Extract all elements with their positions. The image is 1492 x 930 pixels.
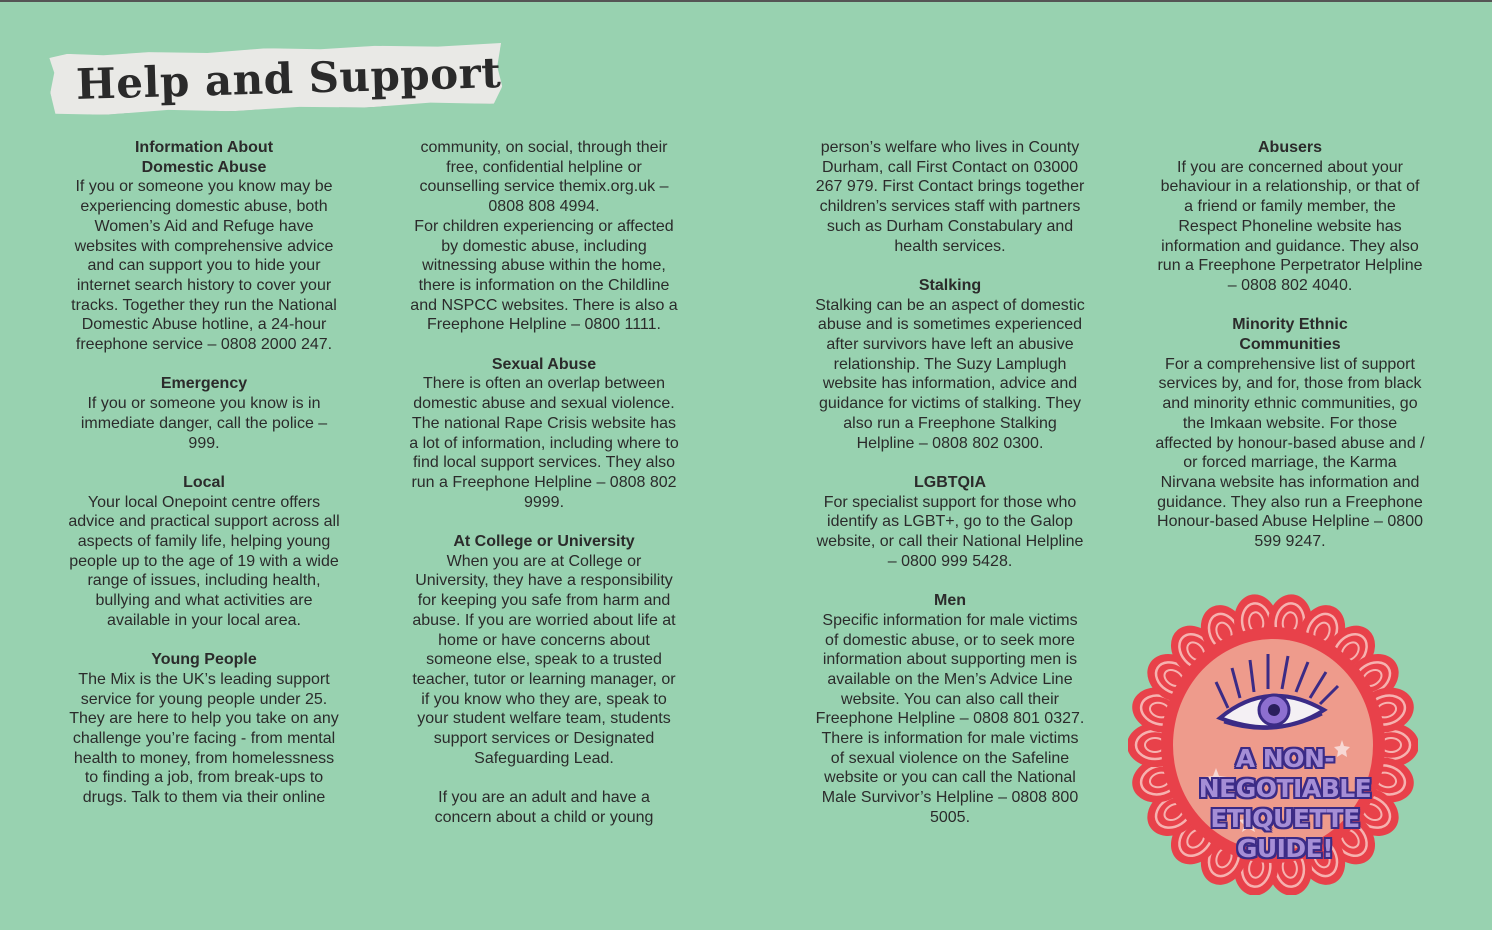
section-body-young-people: The Mix is the UK’s leading support service for young people under 25. They are here to help you take on any challenge you’re facing - from mental health to money, from homelessness to finding a job, from break-ups to drugs. Talk to them via their online: [69, 670, 339, 807]
section-heading-local: Local: [183, 473, 225, 491]
section-body-men: Specific information for male victims of domestic abuse, or to seek more information about supporting men is available on the Men’s Advice Line website. You can also call their Freephone Helpline – 0808 801 0327. There is information for male victims of sexual violence on the Safeline website or you can call the National Male Survivor’s Helpline – 0808 800 5005.: [815, 611, 1085, 826]
section-heading-sexual-abuse: Sexual Abuse: [491, 355, 597, 373]
section-body-abusers: If you are concerned about your behaviour in a relationship, or that of a friend or family member, the Respect Phoneline website has information and guidance. They also run a Freephone Perpetrator Helpline – 0808 802 4040.: [1157, 158, 1423, 294]
badge-caption-line-1: A NON-NEGOTIABLE: [1198, 744, 1372, 803]
paragraph-children: For children experiencing or affected by domestic abuse, including witnessing abuse within the home, there is information on the Childline and NSPCC websites. There is also a Freephone Helpline – 0800 1111.: [410, 217, 678, 334]
section-heading-emergency: Emergency: [160, 375, 248, 393]
section-body-emergency: If you or someone you know is in immediate danger, call the police – 999.: [80, 395, 328, 452]
section-heading-minority-ethnic: Minority Ethnic Communities: [1232, 316, 1348, 354]
badge-caption-line-2: ETIQUETTE GUIDE!: [1210, 804, 1360, 863]
section-heading-lgbtqia: LGBTQIA: [914, 473, 986, 491]
section-body-stalking: Stalking can be an aspect of domestic abuse and is sometimes experienced after survivors have left an abusive relationship. The Suzy Lamplugh website has information, advice and guidance for victims of stalking. They also run a Freephone Stalking Helpline – 0808 802 0300.: [815, 296, 1085, 452]
column-2: [408, 138, 680, 847]
section-body-domestic-abuse: If you or someone you know may be experiencing domestic abuse, both Women’s Aid and Refuge have websites with comprehensive advice and can support you to hide your internet search history to cover your tracks. Together they run the National Domestic Abuse hotline, a 24-hour freephone service – 0808 2000 247.: [71, 178, 337, 354]
section-heading-domestic-abuse: Information About Domestic Abuse: [134, 139, 274, 176]
badge-caption: [1160, 744, 1410, 864]
column-4: [1154, 138, 1426, 571]
paragraph-adult-concern: If you are an adult and have a concern about a child or young: [434, 789, 654, 826]
section-body-sexual-abuse: There is often an overlap between domestic abuse and sexual violence. The national Rape Crisis website has a lot of information, including where to find local support services. They also run a Freephone Helpline – 0808 802 9999.: [409, 375, 679, 511]
top-border: [0, 0, 1492, 2]
paragraph-first-contact: person’s welfare who lives in County Durham, call First Contact on 03000 267 979. First Contact brings together children’s services staff with partners such as Durham Constabulary and health services.: [815, 139, 1085, 255]
section-body-local: Your local Onepoint centre offers advice and practical support across all aspects of family life, helping young people up to the age of 19 with a wide range of issues, including health, bullying and what activities are available in your local area.: [68, 493, 340, 629]
section-heading-young-people: Young People: [151, 651, 257, 669]
section-heading-stalking: Stalking: [918, 276, 982, 294]
section-body-college: When you are at College or University, they have a responsibility for keeping you safe from harm and abuse. If you are worried about life at home or have concerns about someone else, speak to a trusted teacher, tutor or learning manager, or if you know who they are, speak to your student welfare team, students support services or Designated Safeguarding Lead.: [412, 552, 676, 767]
paragraph-young-people-continued: community, on social, through their free, confidential helpline or counselling service themix.org.uk – 0808 808 4994.: [419, 139, 669, 216]
section-heading-men: Men: [934, 592, 966, 610]
section-body-minority-ethnic: For a comprehensive list of support services by, and for, those from black and minority ethnic communities, go the Imkaan website. For those affected by honour-based abuse and / or forced marriage, the Karma Nirvana website has information and guidance. They also run a Freephone Honour-based Abuse Helpline – 0800 599 9247.: [1155, 355, 1425, 551]
page-title: Help and Support: [75, 48, 502, 109]
section-heading-abusers: Abusers: [1257, 139, 1323, 156]
column-1: [68, 138, 340, 828]
section-body-lgbtqia: For specialist support for those who identify as LGBT+, go to the Galop website, or call their National Helpline – 0800 999 5428.: [816, 493, 1084, 570]
section-heading-college: At College or University: [453, 533, 635, 551]
column-3: [814, 138, 1086, 847]
